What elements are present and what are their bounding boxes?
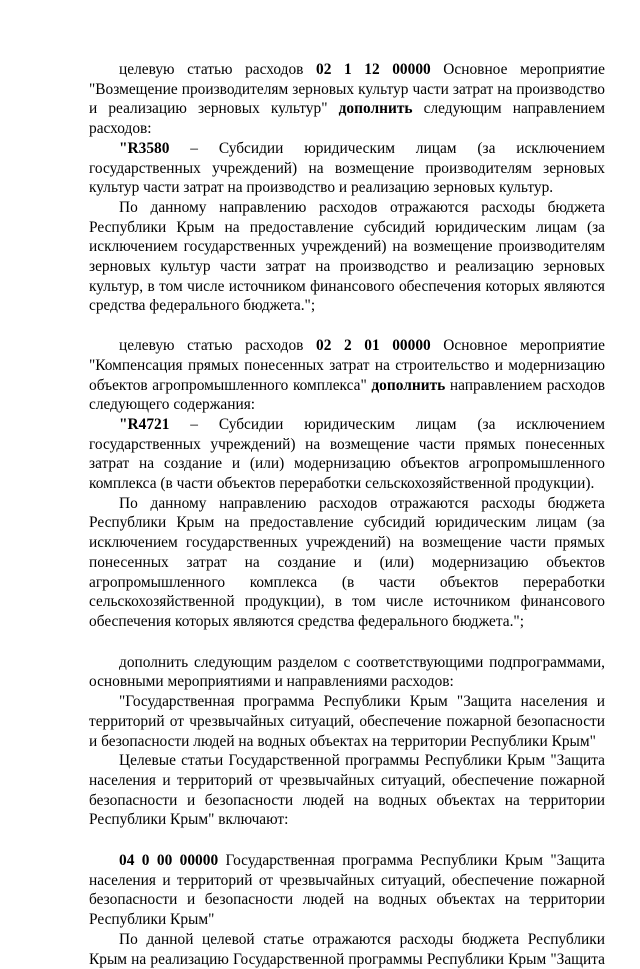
target-article-code: 02 2 01 00000 (316, 337, 431, 355)
text-segment: Основное мероприятие "Возмещение производителям зерновых культур части затрат на производство и реализацию зерновых культур" (89, 61, 605, 118)
text-segment: Государственная программа Республики Крым "Защита населения и территорий от чрезвычайных ситуаций, обеспечение пожарной безопасности и безопасности людей на водных объектах на территории Республики Крым" (89, 852, 605, 929)
text-segment: следующим направлением расходов: (89, 100, 605, 138)
text-segment: – Субсидии юридическим лицам (за исключением государственных учреждений) на возмещение части прямых понесенных затрат на создание и (или) модернизацию объектов агропромышленного комплекса (в части объектов переработки сельскохозяйственной продукции). (89, 415, 605, 493)
text-segment: Основное мероприятие "Компенсация прямых понесенных затрат на строительство и модернизацию объектов агропромышленного комплекса" (89, 337, 605, 394)
paragraph-7: дополнить следующим разделом с соответствующими подпрограммами, основными мероприятиями и направлениями расходов: (89, 653, 605, 691)
paragraph-3: По данному направлению расходов отражаются расходы бюджета Республики Крым на предоставление субсидий юридическим лицам (за исключением государственных учреждений) на возмещение производителям зерновых культур части затрат на производство и реализацию зерновых культур, в том числе источником финансового обеспечения которых являются средства федерального бюджета."; (89, 198, 605, 315)
text-segment: направлением расходов следующего содержания: (89, 376, 605, 414)
expense-code: "R3580 (119, 139, 170, 157)
spacer (89, 830, 605, 851)
paragraph-4 (89, 336, 605, 415)
document-page (89, 60, 605, 969)
target-article-code: 04 0 00 00000 (119, 852, 219, 870)
spacer (89, 632, 605, 653)
text-segment: – Субсидии юридическим лицам (за исключением государственных учреждений) на возмещение производителям зерновых культур части затрат на производство и реализацию зерновых культур. (89, 139, 605, 197)
paragraph-11: По данной целевой статье отражаются расходы бюджета Республики Крым на реализацию Государственной программы Республики Крым "Защита (89, 930, 605, 968)
paragraph-1 (89, 60, 605, 139)
paragraph-2 (89, 139, 605, 198)
expense-code: "R4721 (119, 415, 170, 433)
target-article-code: 02 1 12 00000 (316, 61, 431, 78)
text-segment: целевую статью расходов (119, 61, 316, 78)
paragraph-8: "Государственная программа Республики Крым "Защита населения и территорий от чрезвычайных ситуаций, обеспечение пожарной безопасности и безопасности людей на водных объектах на территории Республики Крым" (89, 693, 605, 750)
text-segment: целевую статью расходов (119, 337, 316, 355)
paragraph-6: По данному направлению расходов отражаются расходы бюджета Республики Крым на предоставление субсидий юридическим лицам (за исключением государственных учреждений) на возмещение части прямых понесенных затрат на создание и (или) модернизацию объектов агропромышленного комплекса (в части объектов переработки сельскохозяйственной продукции), в том числе источником финансового обеспечения которых являются средства федерального бюджета."; (89, 494, 605, 630)
paragraph-5 (89, 415, 605, 494)
paragraph-9: Целевые статьи Государственной программы Республики Крым "Защита населения и территорий от чрезвычайных ситуаций, обеспечение пожарной безопасности и безопасности людей на водных объектах на территории Республики Крым" включают: (89, 752, 605, 829)
spacer (89, 316, 605, 336)
bold-keyword: дополнить (338, 100, 413, 118)
paragraph-10 (89, 851, 605, 930)
bold-keyword: дополнить (371, 376, 446, 394)
